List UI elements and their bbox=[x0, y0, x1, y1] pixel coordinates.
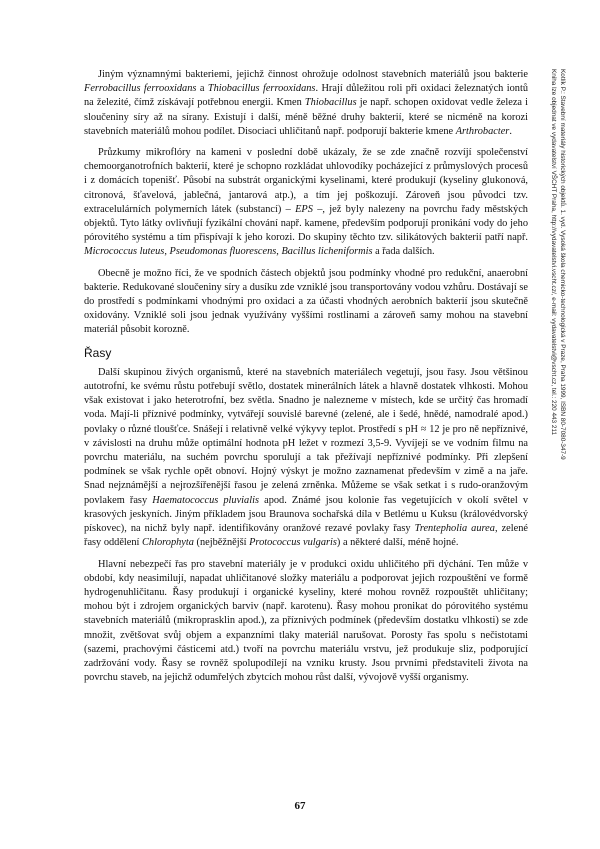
species-name: Thiobacillus ferrooxidans bbox=[207, 83, 316, 95]
species-name: Protococcus vulgaris bbox=[249, 537, 337, 549]
text-run: je např. schopen oxidovat vedle železa i sloučeniny síry až na sírany. Existují i další, méně běžné druhy bakterií, které se nicméně na korozi stavebních materiálů mohou podílet. Disociaci uhličitanů např. podporují bakterie kmene bbox=[84, 97, 529, 137]
species-name: Pseudomonas fluorescens bbox=[169, 246, 277, 258]
text-run: Průzkumy mikroflóry na kameni v poslední době ukázaly, že se zde značně rozvíjí společenství chemoorganotrofních bakterií, které je schopno rozkládat uhlovodíky pocházející z průmyslových procesů i z domácích topenišť. Působí na substrát organickými kyselinami, které produkují (kyseliny glukonová, citronová, šťavelová, jablečná, jantarová atp.), a tím jej poškozují. Zároveň jsou původci tzv. extracelulárních polymerních látek (substancí) – bbox=[84, 147, 528, 215]
text-run: a bbox=[196, 83, 208, 95]
text-run: , bbox=[164, 246, 170, 258]
species-name: Trentepholia aurea bbox=[414, 523, 495, 535]
text-run: (nejběžnější bbox=[193, 537, 250, 549]
paragraph bbox=[84, 558, 528, 686]
species-name: Chlorophyta bbox=[142, 537, 194, 549]
species-name: Arthrobacter bbox=[455, 125, 510, 137]
text-run: Hlavní nebezpečí řas pro stavební materiály je v produkci oxidu uhličitého při dýchání. Ten může v období, kdy neasimilují, napadat uhličitanové složky materiálu a podporovat jejich rozpouštění ve formě hydrogenuhličitanu. Řasy produkují i organické kyseliny, které mohou rovněž rozpouštět uhličitany; mohou být i zdrojem organických barviv (např. karotenu). Řasy mohou pronikat do pórovitého systému stavebních materiálů (mikroprasklin apod.), za příznivých podmínek (především dostatku vlhkosti) se zde množit, zvětšovat svůj objem a expanzními tlaky materiál narušovat. Porosty řas spolu s nečistotami (sazemi, prachovými částicemi atd.) tvoří na povrchu materiálu vrstvu, jež produkuje sliz, podporující zadržování vody. Řasy se rovněž spolupodílejí na vzniku krusty. Jsou prvními představiteli života na povrchu staveb, na jejichž odumřelých zbytcích mohou růst další, vývojově vyšší organismy. bbox=[84, 558, 528, 684]
page-number: 67 bbox=[294, 800, 306, 812]
text-run: –, jež byly nalezeny na povrchu řady městských objektů. Tyto látky ovlivňují fyzikální chování např. kamene, především podporují pronikání vody do jeho pórovitého systému a tím přispívají k jeho korozi. Do skupiny těchto tzv. silikátových bakterií patří např. bbox=[84, 203, 528, 244]
text-run: , zelené řasy oddělení bbox=[84, 523, 528, 549]
species-name: Ferrobacillus ferrooxidans bbox=[84, 83, 197, 95]
species-name: Thiobacillus bbox=[304, 97, 357, 109]
citation-line: Kotlík P.: Stavební materiály historických objektů. 1. vyd. Vysoká škola chemicko-technologická v Praze, Praha 1999, ISBN 80-7080-347-9 bbox=[559, 69, 566, 460]
paragraph bbox=[84, 267, 528, 338]
text-run: a řada dalších. bbox=[372, 246, 435, 258]
side-citation bbox=[547, 69, 567, 629]
text-run: . bbox=[509, 125, 512, 137]
species-name: Bacillus licheniformis bbox=[281, 246, 373, 258]
text-run: Obecně je možno říci, že ve spodních částech objektů jsou podmínky vhodné pro redukční, anaerobní bakterie. Redukované sloučeniny síry a dusíku zde vzniklé jsou transportovány vodou vzhůru. Dostávají se do prostředí s podmínkami vhodnými pro oxidaci a za účasti vhodných aerobních bakterií jsou skutečně oxidovány. Vzniklé soli jsou jednak využívány vyššími rostlinami a zároveň samy mohou na stavební materiál působit korozně. bbox=[84, 267, 528, 336]
text-run: . Hrají důležitou roli při oxidaci železnatých iontů na železité, čímž získávají potřebnou energii. Kmen bbox=[84, 83, 529, 109]
paragraph bbox=[84, 146, 528, 260]
order-info-line: Kniha lze objednat ve vydavatelství VŠCHT Praha, http://vydavatelstvi.vscht.cz/, e-mail: vydavatelstvi@vscht.cz, tel.: 220 443 211 bbox=[550, 69, 557, 436]
body-text bbox=[84, 68, 528, 692]
paragraph bbox=[84, 68, 528, 139]
paragraph bbox=[84, 366, 528, 551]
species-name: EPS bbox=[295, 203, 313, 215]
section-heading: Řasy bbox=[84, 345, 112, 360]
text-run: apod. Známé jsou kolonie řas vegetujících v okolí světel v krasových jeskyních. Jiným příkladem jsou Braunova sochařská díla v Betlému u Kuksu (královédvorský pískovec), na nichž byly např. identifikovány oranžové rezavé povlaky řasy bbox=[84, 494, 528, 535]
species-name: Haematococcus pluvialis bbox=[152, 494, 260, 506]
text-run: ) a některé další, méně hojné. bbox=[336, 537, 459, 549]
text-run: Jiným významnými bakteriemi, jejichž činnost ohrožuje odolnost stavebních materiálů jsou bakterie bbox=[98, 69, 528, 80]
text-run: Další skupinou živých organismů, které na stavebních materiálech vegetují, jsou řasy. Jsou většinou autotrofní, ke svému růstu potřebují světlo, dostatek minerálních látek a hlavně dostatek vlhkosti. Mohou však existovat i jako heterotrofní, bez světla. Snadno je nalezneme v místech, kde se určitý čas hromadí voda. Mají-li příznivé podmínky, vytvářejí souvislé barevné (zelené, ale i šedé, hnědé, namodralé apod.) povlaky o různé tloušťce. Snášejí i relativně velké výkyvy teplot. Prostředí s pH ≈ 12 je pro ně nepříznivé, v závislosti na druhu může optimální hodnota pH ležet v rozmezí 3,5-9. Vyvíjejí se ve vodním filmu na povrchu materiálu, na suchém povrchu sporulují a tak přežívají nepříznivé podmínky. Při zlepšení podmínek se však rychle opět obnoví. Hojný výskyt je možno zaznamenat především v zimě a na jaře. Snad nejznámější a nejrozšířenější řasou je zelená zrněnka. Můžeme se však setkat i s rudo-oranžovým povlakem řasy bbox=[84, 366, 528, 506]
species-name: Micrococcus luteus bbox=[84, 246, 165, 258]
text-run: , bbox=[276, 246, 282, 258]
